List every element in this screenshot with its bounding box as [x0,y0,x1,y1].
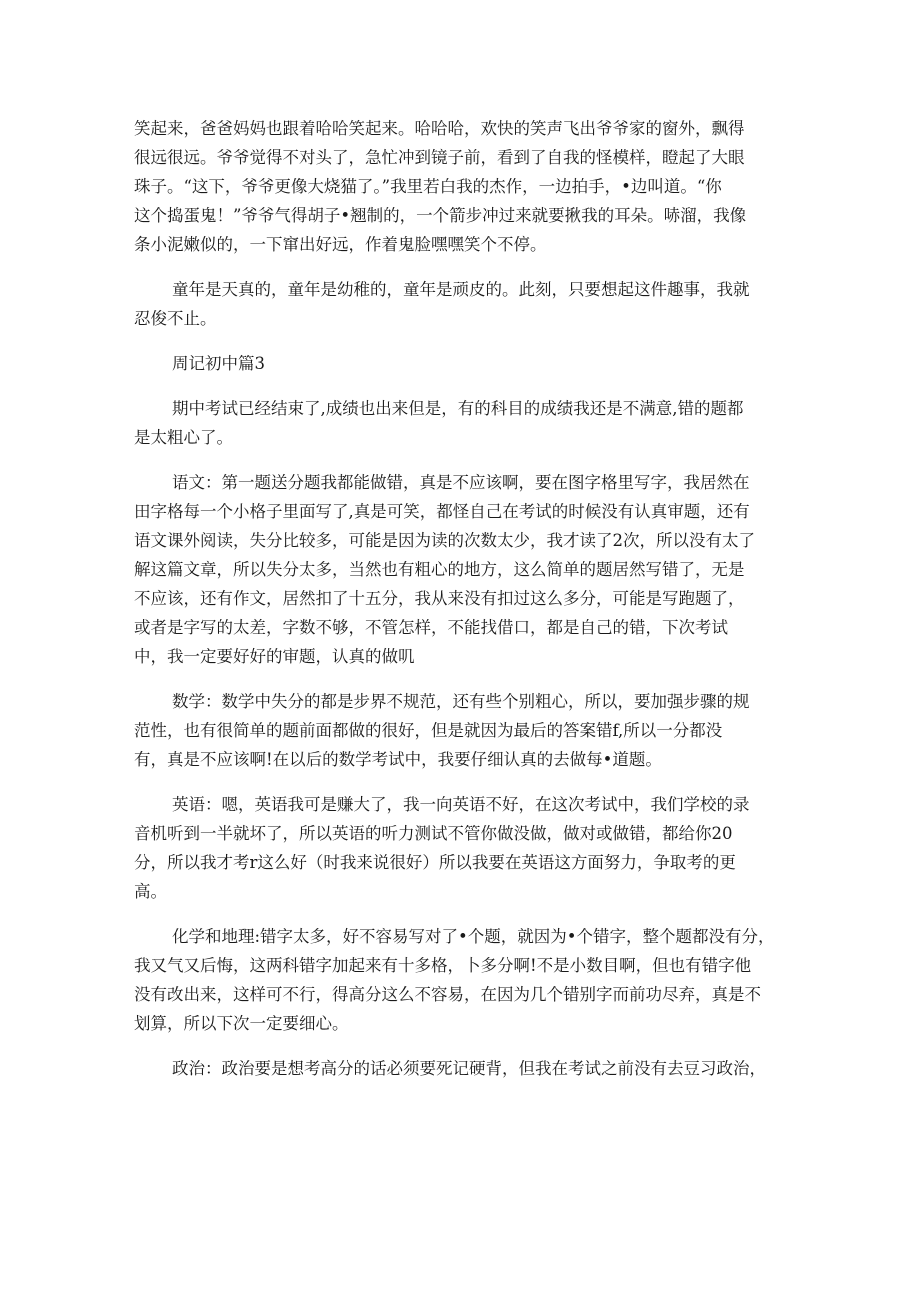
text-line: 划算，所以下次一定要细心。 [134,1014,349,1033]
text-line: 有，真是不应该啊!在以后的数学考试中，我要仔细认真的去做每•道题。 [134,750,662,769]
paragraph [134,349,782,378]
paragraph [134,687,782,774]
text-line: 数学：数学中失分的都是步界不规范，还有些个别粗心，所以，要加强步骤的规 [172,692,750,711]
text-line: 我又气又后悔，这两科错字加起来有十多格，卜多分啊!不是小数目啊，但也有错字他 [134,956,752,975]
paragraph [134,1054,782,1083]
text-line: 是太粗心了。 [134,428,233,447]
text-line: 分，所以我才考r这么好（时我来说很好）所以我要在英语这方面努力，争取考的更 [134,853,736,872]
text-line: 范性，也有很简单的题前面都做的很好，但是就因为最后的答案错f,所以一分都没 [134,721,723,740]
text-line: 期中考试已经结束了,成绩也出来但是，有的科目的成绩我还是不满意,错的题都 [172,399,744,418]
paragraph [134,922,782,1038]
paragraph [134,790,782,906]
text-line: 高。 [134,882,167,901]
text-line: 语文课外阅读，失分比较多，可能是因为读的次数太少，我才读了2次，所以没有太了 [134,531,755,550]
paragraph [134,394,782,452]
text-line: 英语：嗯，英语我可是赚大了，我一向英语不好，在这次考试中，我们学校的录 [172,795,750,814]
text-line: 忍俊不止。 [134,309,217,328]
text-line: 没有改出来，这样可不行，得高分这么不容易，在因为几个错别字而前功尽弃，真是不 [134,985,761,1004]
paragraph [134,114,782,259]
text-line: 田字格每一个小格子里面写了,真是可笑，都怪自己在考试的时候没有认真审题，还有 [134,502,750,521]
text-line: 珠子。“这下，爷爷更像大烧猫了。”我里若白我的杰作，一边拍手，•边叫道。“你 [134,177,722,196]
paragraph [134,468,782,671]
text-line: 很远很远。爷爷觉得不对头了，急忙冲到镜子前，看到了自我的怪模样，瞪起了大眼 [134,148,745,167]
text-line: 音机听到一半就坏了，所以英语的听力测试不管你做没做，做对或做错，都给你20 [134,824,733,843]
document-body [134,114,782,1099]
text-line: 化学和地理:错字太多，好不容易写对了•个题，就因为•个错字，整个题都没有分， [172,927,775,946]
text-line: 解这篇文章，所以失分太多，当然也有粗心的地方，这么简单的题居然写错了，无是 [134,560,745,579]
text-line: 不应该，还有作文，居然扣了十五分，我从来没有扣过这么多分，可能是写跑题了， [134,589,745,608]
text-line: 政治：政治要是想考高分的话必须要死记硬背，但我在考试之前没有去豆习政治， [172,1059,766,1078]
text-line: 条小泥嫩似的，一下窜出好远，作着鬼脸嘿嘿笑个不停。 [134,235,547,254]
text-line: 或者是字写的太差，字数不够，不管怎样，不能找借口，都是自己的错，下次考试 [134,618,728,637]
text-line: 周记初中篇3 [172,354,265,373]
text-line: 中，我一定要好好的审题，认真的做叽 [134,647,415,666]
text-line: 童年是天真的，童年是幼稚的，童年是顽皮的。此刻，只要想起这件趣事，我就 [172,280,750,299]
paragraph [134,275,782,333]
text-line: 笑起来，爸爸妈妈也跟着哈哈笑起来。哈哈哈，欢快的笑声飞出爷爷家的窗外，飘得 [134,119,745,138]
text-line: 这个捣蛋鬼！”爷爷气得胡子•翘制的，一个箭步冲过来就要揪我的耳朵。哧溜，我像 [134,206,747,225]
text-line: 语文：第一题送分题我都能做错，真是不应该啊，要在图字格里写字，我居然在 [172,473,750,492]
